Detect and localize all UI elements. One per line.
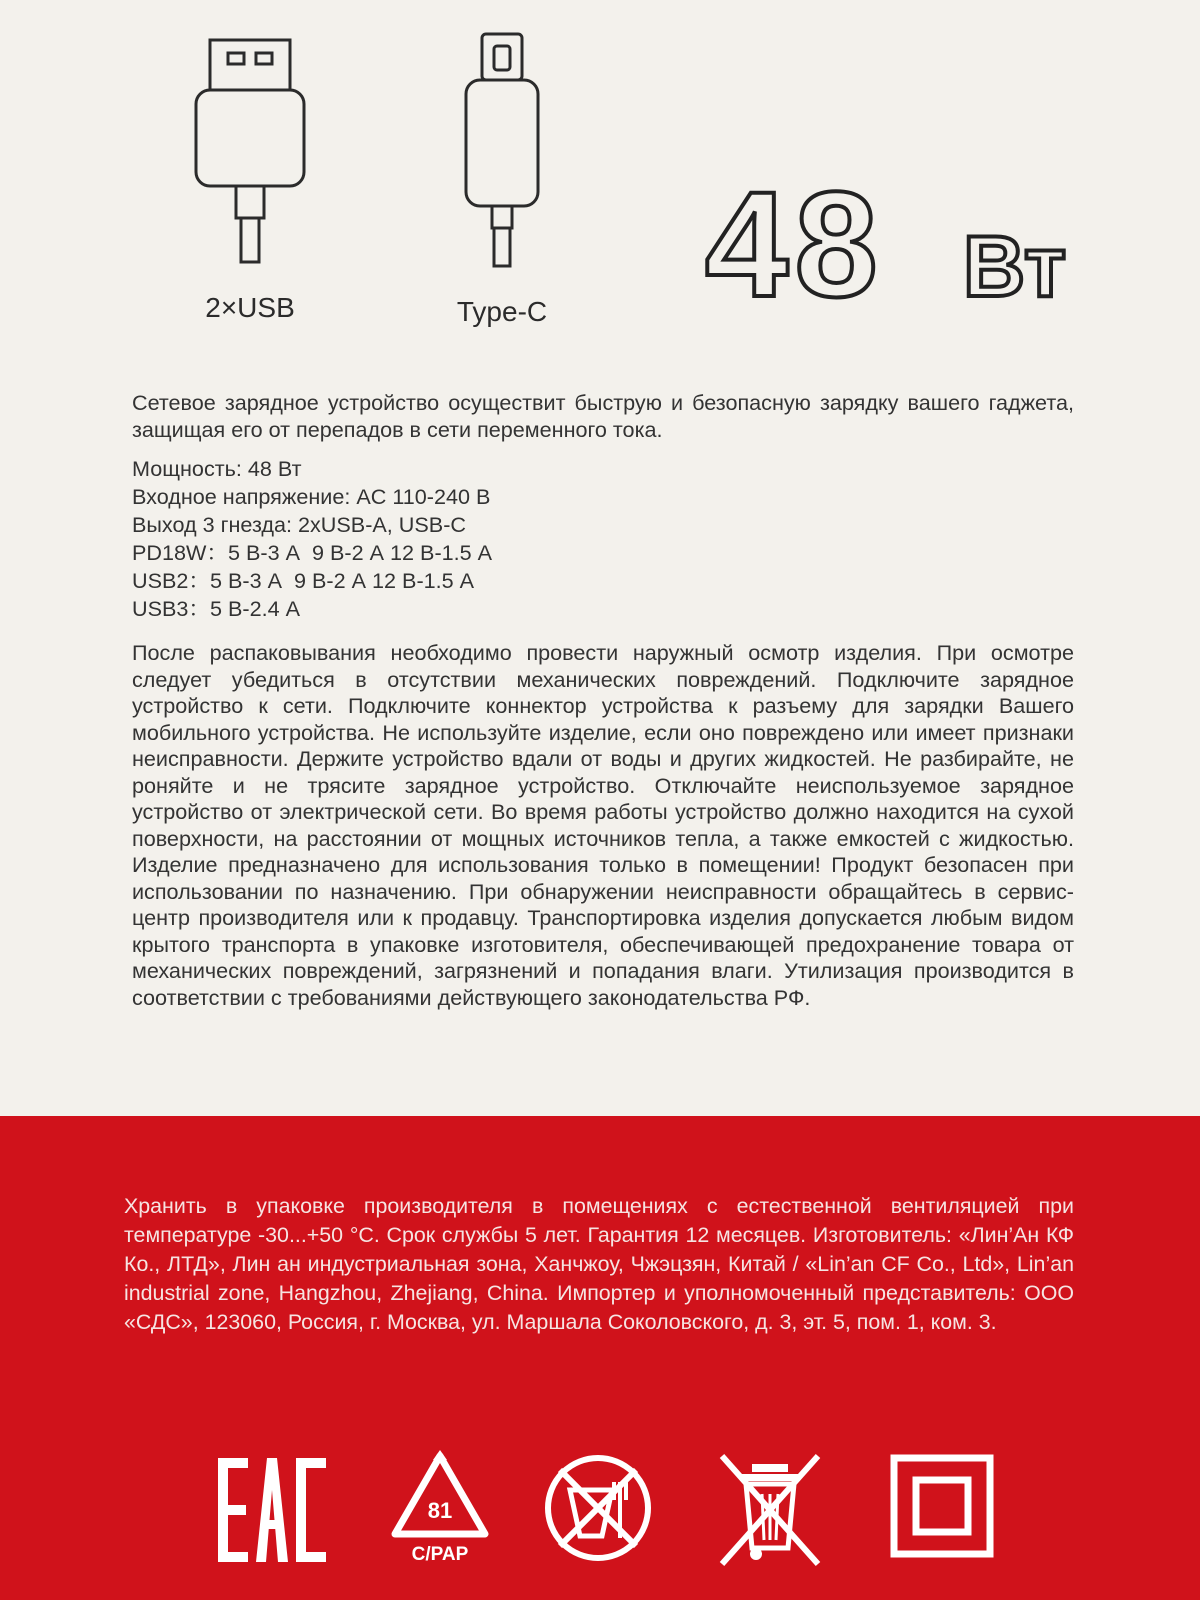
spec-line: USB2：5 В-3 А 9 В-2 А 12 В-1.5 А [132,568,475,593]
usb-a-plug-icon [190,36,310,272]
connector-label-usb: 2×USB [205,292,295,323]
usb-c-plug-icon [462,28,542,274]
intro-text: Сетевое зарядное устройство осуществит быструю и безопасную зарядку вашего гаджета, защищая его от перепадов в сети переменного тока. [132,390,1074,442]
certification-icons [0,1450,1200,1580]
power-unit: Вт [963,219,1067,310]
instructions-text: После распаковывания необходимо провести наружный осмотр изделия. При осмотре следует убедиться в отсутствии механических повреждений. Подключите зарядное устройство к сети. Подключите коннектор устройства к разъему для зарядки Вашего мобильного устройства. Не используйте изделие, если оно повреждено или имеет признаки неисправности. Держите устройство вдали от воды и других жидкостей. Не разбирайте, не роняйте и не трясите зарядное устройство. Отключайте неиспользуемое зарядное устройство от электрической сети. Во время работы устройство должно находится на сухой поверхности, на расстоянии от мощных источников тепла, а также емкостей с жидкостью. Изделие предназначено для использования только в помещении! Продукт безопасен при использовании по назначению. При обнаружении неисправности обращайтесь в сервис-центр производителя или к продавцу. Транспортировка изделия допускается любым видом крытого транспорта в упаковке изготовителя, обеспечивающей предохранение товара от механических повреждений, загрязнений и попадания влаги. Утилизация производится в соответствии с требованиями действующего законодательства РФ. [132,640,1074,1010]
double-insulation-icon [890,1450,994,1566]
spec-line: PD18W：5 В-3 А 9 В-2 А 12 В-1.5 А [132,540,493,565]
crossed-bin-icon [712,1450,828,1574]
connector-label-type-c: Type-C [456,296,548,327]
recycle-symbol-icon [385,1450,495,1570]
specs-list [132,455,492,623]
recycle-code: C/PAP [411,1544,469,1565]
power-rating [705,170,1105,310]
spec-line: Мощность: 48 Вт [132,456,302,481]
spec-line: Выход 3 гнезда: 2xUSB-A, USB-C [132,512,466,537]
spec-line: Входное напряжение: AC 110-240 В [132,484,491,509]
power-number: 48 [705,170,884,310]
not-for-food-icon [540,1450,656,1570]
recycle-number: 81 [427,1498,453,1523]
eac-mark-icon [218,1450,328,1570]
storage-text: Хранить в упаковке производителя в помещениях с естественной вентиляцией при температуре -30...+50 °С. Срок службы 5 лет. Гарантия 12 месяцев. Изготовитель: «Лин’Ан КФ Ко., ЛТД», Лин ан индустриальная зона, Ханчжоу, Чжэцзян, Китай / «Lin’an CF Co., Ltd», Lin’an industrial zone, Hangzhou, Zhejiang, China. Импортер и уполномоченный представитель: ООО «СДС», 123060, Россия, г. Москва, ул. Маршала Соколовского, д. 3, эт. 5, пом. 1, ком. 3. [124,1194,1074,1334]
spec-line: USB3：5 В-2.4 А [132,596,301,621]
